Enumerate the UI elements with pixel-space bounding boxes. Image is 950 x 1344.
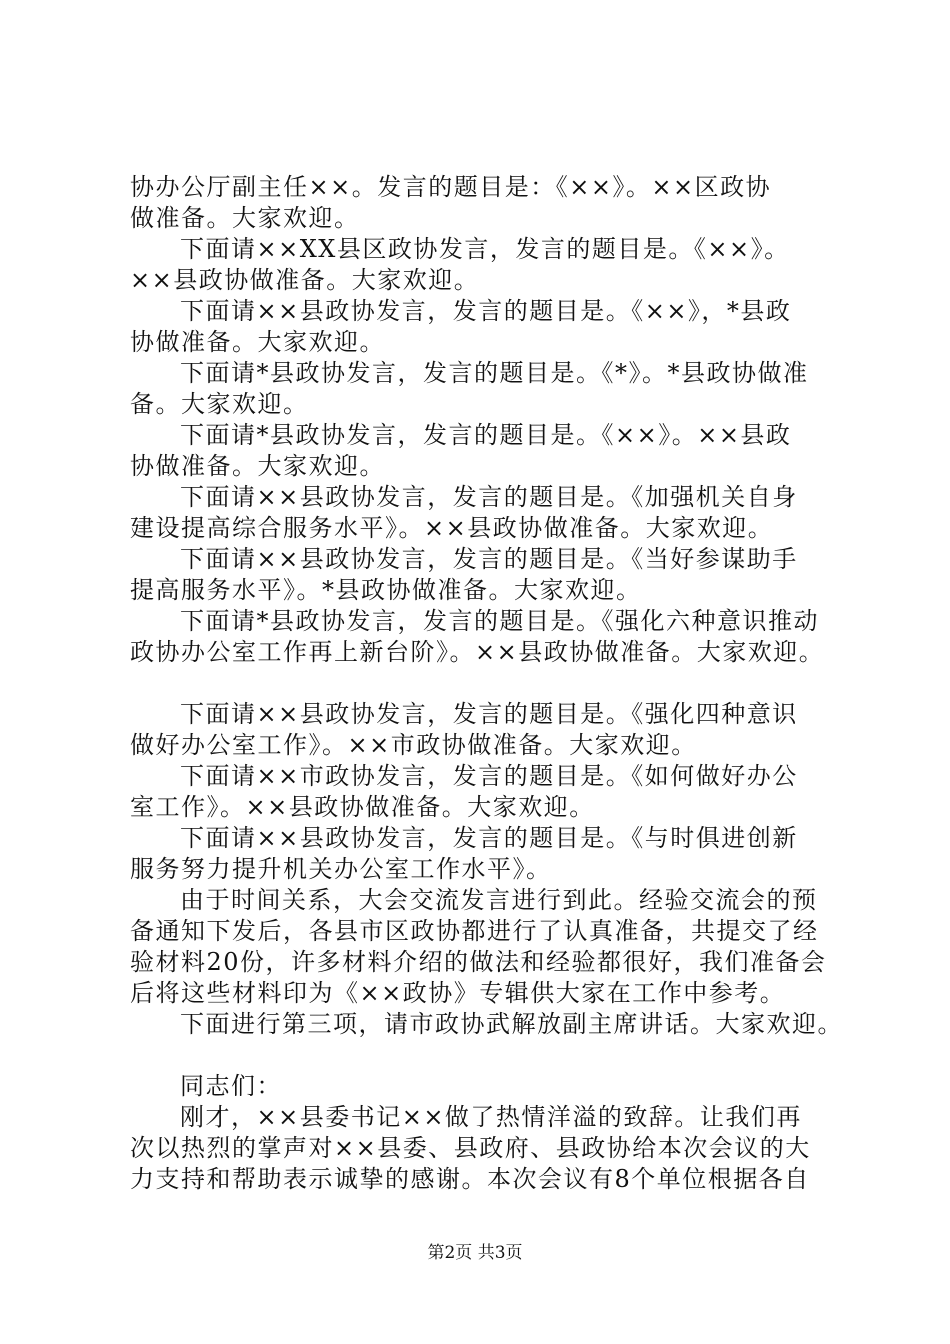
text-line: 下面请××县政协发言，发言的题目是。《××》，*县政: [180, 297, 792, 325]
text-line: 下面请××市政协发言，发言的题目是。《如何做好办公: [180, 762, 798, 790]
text-line: 协办公厅副主任××。发言的题目是：《××》。××区政协: [130, 173, 772, 201]
paragraph: [130, 1102, 850, 1195]
document-body: [130, 172, 850, 1195]
text-line: 下面请××县政协发言，发言的题目是。《加强机关自身: [180, 483, 798, 511]
text-line: 下面请××县政协发言，发言的题目是。《当好参谋助手: [180, 545, 798, 573]
text-line: 下面进行第三项，请市政协武解放副主席讲话。大家欢迎。: [180, 1010, 843, 1038]
text-line: 下面请*县政协发言，发言的题目是。《强化六种意识推动: [180, 607, 819, 635]
text-line: ××县政协做准备。大家欢迎。: [130, 266, 480, 294]
text-line: 政协办公室工作再上新台阶》。××县政协做准备。大家欢迎。: [130, 638, 825, 666]
text-line: 服务努力提升机关办公室工作水平》。: [130, 855, 552, 883]
paragraph: [130, 482, 850, 544]
text-line: 由于时间关系，大会交流发言进行到此。经验交流会的预: [180, 886, 818, 914]
text-line: 次以热烈的掌声对××县委、县政府、县政协给本次会议的大: [130, 1134, 811, 1162]
text-line: 协做准备。大家欢迎。: [130, 452, 385, 480]
page-number-footer: 第2页 共3页: [427, 1243, 523, 1263]
text-line: 后将这些材料印为《××政协》专辑供大家在工作中参考。: [130, 979, 786, 1007]
text-line: 下面请*县政协发言，发言的题目是。《××》。××县政: [180, 421, 792, 449]
paragraph: [130, 544, 850, 606]
text-line: 备通知下发后，各县市区政协都进行了认真准备，共提交了经: [130, 917, 819, 945]
text-line: 建设提高综合服务水平》。××县政协做准备。大家欢迎。: [130, 514, 774, 542]
text-line: 做好办公室工作》。××市政协做准备。大家欢迎。: [130, 731, 697, 759]
paragraph: [130, 823, 850, 885]
text-line: 协做准备。大家欢迎。: [130, 328, 385, 356]
text-line: 力支持和帮助表示诚挚的感谢。本次会议有8个单位根据各自: [130, 1165, 810, 1193]
paragraph: [130, 358, 850, 420]
text-line: 下面请*县政协发言，发言的题目是。《*》。*县政协做准: [180, 359, 809, 387]
paragraph: [130, 885, 850, 1009]
text-line: 室工作》。××县政协做准备。大家欢迎。: [130, 793, 595, 821]
paragraph: [130, 699, 850, 761]
text-line: 下面请××县政协发言，发言的题目是。《与时俱进创新: [180, 824, 798, 852]
text-line: 提高服务水平》。*县政协做准备。大家欢迎。: [130, 576, 642, 604]
text-line: 验材料20份，许多材料介绍的做法和经验都很好，我们准备会: [130, 948, 827, 976]
text-line: 备。大家欢迎。: [130, 390, 309, 418]
paragraph: [130, 1071, 850, 1102]
paragraph: [130, 234, 850, 296]
text-line: 做准备。大家欢迎。: [130, 204, 360, 232]
text-line: 刚才，××县委书记××做了热情洋溢的致辞。让我们再: [180, 1103, 802, 1131]
paragraph: [130, 172, 850, 234]
blank-line: [130, 668, 850, 699]
paragraph: [130, 420, 850, 482]
paragraph: [130, 761, 850, 823]
paragraph: [130, 1009, 850, 1040]
salutation: 同志们：: [180, 1072, 282, 1100]
text-line: 下面请××XX县区政协发言，发言的题目是。《××》。: [180, 235, 790, 263]
blank-line: [130, 1040, 850, 1071]
paragraph: [130, 296, 850, 358]
text-line: 下面请××县政协发言，发言的题目是。《强化四种意识: [180, 700, 798, 728]
paragraph: [130, 606, 850, 668]
